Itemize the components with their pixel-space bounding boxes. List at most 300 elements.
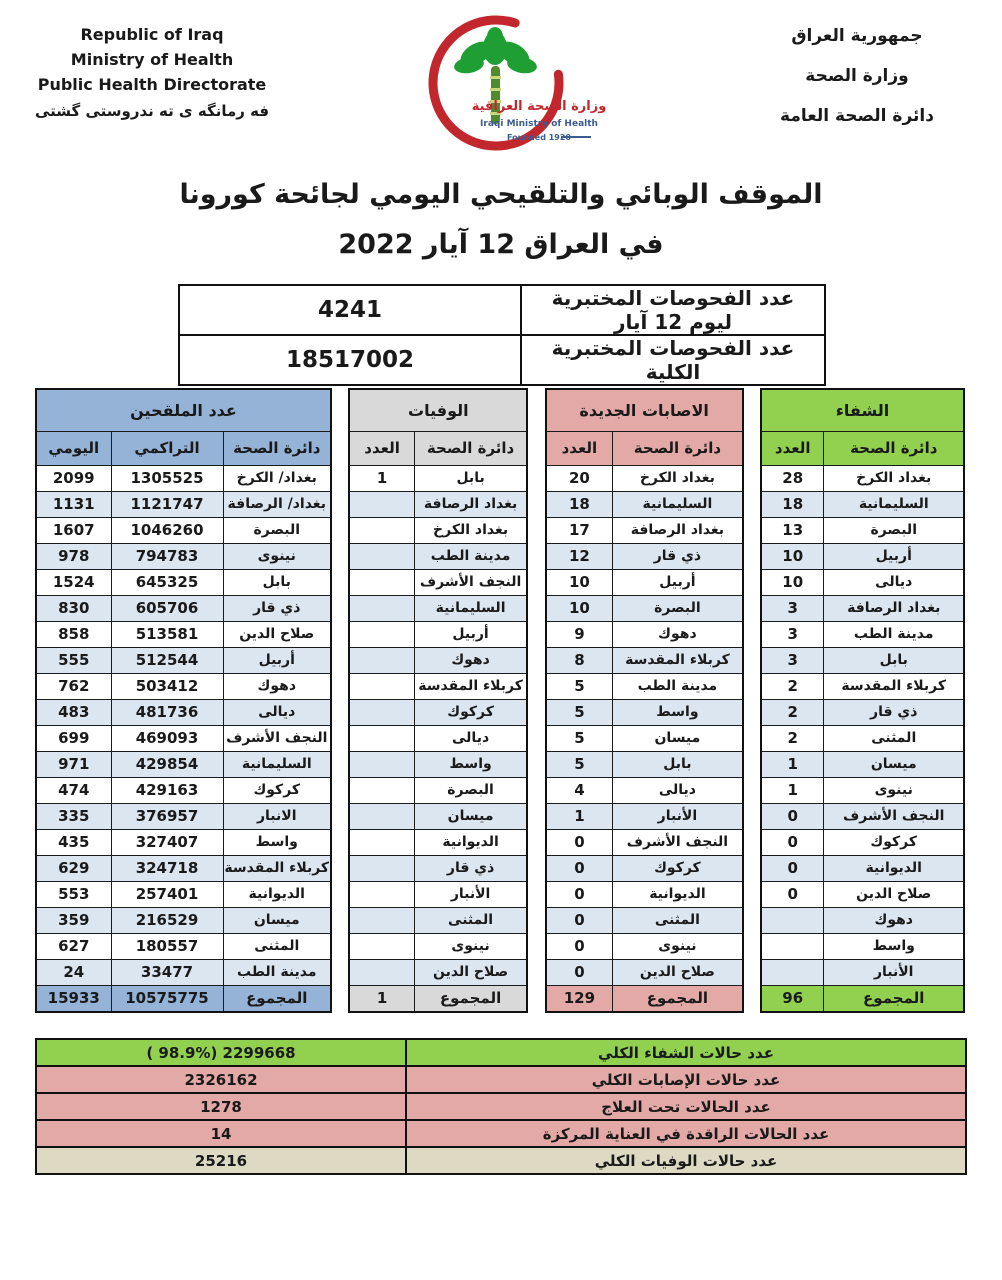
summary-row (36, 1066, 966, 1093)
table-row (546, 517, 743, 543)
recovery-total-name: المجموع (824, 985, 964, 1012)
vaccinated-cumulative-cell: 429854 (111, 751, 223, 777)
table-row (349, 751, 527, 777)
summary-label: عدد الحالات الراقدة في العناية المركزة (406, 1120, 966, 1147)
infections-total-value: 129 (546, 985, 613, 1012)
section-infections (545, 388, 744, 1013)
column-header-value: العدد (546, 431, 613, 465)
deaths-total-name: المجموع (414, 985, 527, 1012)
vaccinated-cumulative-cell: 605706 (111, 595, 223, 621)
ministry-of-health-logo (403, 4, 615, 162)
vaccinated-name-cell: صلاح الدين (223, 621, 331, 647)
vaccinated-cumulative-cell: 1305525 (111, 465, 223, 491)
vaccinated-total-name: المجموع (223, 985, 331, 1012)
deaths-name-cell: كركوك (414, 699, 527, 725)
infections-value-cell: 9 (546, 621, 613, 647)
column-header-daily: اليومي (36, 431, 111, 465)
vaccinated-name-cell: الانبار (223, 803, 331, 829)
recovery-name-cell: أربيل (824, 543, 964, 569)
header-english-line: Republic of Iraq (80, 25, 224, 44)
recovery-value-cell: 1 (761, 777, 824, 803)
deaths-value-cell (349, 517, 414, 543)
total-tests-label: عدد الفحوصات المختبرية الكلية (521, 335, 825, 385)
recovery-name-cell: كربلاء المقدسة (824, 673, 964, 699)
table-row (36, 595, 331, 621)
deaths-value-cell (349, 595, 414, 621)
summary-value: 1278 (36, 1093, 406, 1120)
vaccinated-daily-cell: 335 (36, 803, 111, 829)
vaccinated-daily-cell: 435 (36, 829, 111, 855)
vaccinated-name-cell: بغداد/ الكرخ (223, 465, 331, 491)
table-row (36, 933, 331, 959)
vaccinated-daily-cell: 1524 (36, 569, 111, 595)
recovery-value-cell: 0 (761, 855, 824, 881)
table-row (36, 907, 331, 933)
section-title: الوفيات (349, 389, 527, 431)
deaths-name-cell: كربلاء المقدسة (414, 673, 527, 699)
table-row (349, 647, 527, 673)
recovery-value-cell: 3 (761, 595, 824, 621)
summary-row (36, 1039, 966, 1066)
deaths-value-cell (349, 829, 414, 855)
recovery-value-cell: 2 (761, 725, 824, 751)
column-header-name: دائرة الصحة (824, 431, 964, 465)
table-row (546, 491, 743, 517)
recovery-name-cell: بغداد الرصافة (824, 595, 964, 621)
infections-name-cell: البصرة (613, 595, 743, 621)
table-row (761, 881, 964, 907)
vaccinated-cumulative-cell: 429163 (111, 777, 223, 803)
summary-label: عدد حالات الإصابات الكلي (406, 1066, 966, 1093)
daily-tests-label: عدد الفحوصات المختبرية ليوم 12 آيار (521, 285, 825, 335)
logo-founded-text: Founded 1920 (507, 133, 571, 142)
infections-value-cell: 0 (546, 933, 613, 959)
vaccinated-daily-cell: 699 (36, 725, 111, 751)
infections-name-cell: أربيل (613, 569, 743, 595)
vaccinated-name-cell: مدينة الطب (223, 959, 331, 985)
table-row (349, 855, 527, 881)
infections-name-cell: واسط (613, 699, 743, 725)
deaths-value-cell (349, 621, 414, 647)
header-kurdish-line: فه رمانگه ی ته ندروستی گشتی (34, 102, 270, 120)
recovery-name-cell: نينوى (824, 777, 964, 803)
vaccinated-cumulative-cell: 324718 (111, 855, 223, 881)
table-row (36, 621, 331, 647)
deaths-value-cell (349, 855, 414, 881)
header-arabic-line: جمهورية العراق (791, 26, 923, 46)
table-row (36, 803, 331, 829)
table-row (179, 335, 825, 385)
table-row (36, 569, 331, 595)
recovery-value-cell: 3 (761, 621, 824, 647)
deaths-value-cell (349, 491, 414, 517)
table-row (761, 569, 964, 595)
vaccinated-cumulative-cell: 1046260 (111, 517, 223, 543)
table-row (349, 803, 527, 829)
deaths-name-cell: مدينة الطب (414, 543, 527, 569)
table-row (36, 465, 331, 491)
infections-value-cell: 0 (546, 829, 613, 855)
recovery-value-cell: 10 (761, 569, 824, 595)
table-row (546, 465, 743, 491)
table-row (349, 933, 527, 959)
vaccinated-name-cell: ميسان (223, 907, 331, 933)
deaths-name-cell: البصرة (414, 777, 527, 803)
table-row (761, 621, 964, 647)
infections-value-cell: 0 (546, 855, 613, 881)
table-row (546, 595, 743, 621)
vaccinated-name-cell: الديوانية (223, 881, 331, 907)
infections-value-cell: 17 (546, 517, 613, 543)
table-row (349, 959, 527, 985)
table-row (761, 699, 964, 725)
infections-name-cell: دهوك (613, 621, 743, 647)
infections-value-cell: 12 (546, 543, 613, 569)
infections-name-cell: النجف الأشرف (613, 829, 743, 855)
deaths-value-cell (349, 569, 414, 595)
recovery-value-cell: 0 (761, 803, 824, 829)
section-title: عدد الملقحين (36, 389, 331, 431)
report-title (0, 170, 1002, 270)
summary-table (35, 1038, 967, 1175)
deaths-name-cell: بغداد الكرخ (414, 517, 527, 543)
table-row (546, 673, 743, 699)
recovery-value-cell: 28 (761, 465, 824, 491)
table-row (349, 595, 527, 621)
vaccinated-daily-cell: 553 (36, 881, 111, 907)
column-header-row (36, 431, 331, 465)
vaccinated-name-cell: ذي قار (223, 595, 331, 621)
recovery-name-cell: السليمانية (824, 491, 964, 517)
vaccinated-cumulative-cell: 376957 (111, 803, 223, 829)
vaccinated-name-cell: النجف الأشرف (223, 725, 331, 751)
table-row (761, 517, 964, 543)
table-row (349, 465, 527, 491)
table-row (349, 777, 527, 803)
deaths-name-cell: واسط (414, 751, 527, 777)
table-row (36, 491, 331, 517)
table-row (546, 751, 743, 777)
deaths-value-cell (349, 673, 414, 699)
infections-value-cell: 8 (546, 647, 613, 673)
header-arabic-block (748, 26, 966, 146)
vaccinated-daily-cell: 627 (36, 933, 111, 959)
table-row (36, 699, 331, 725)
table-row (546, 543, 743, 569)
report-title-line1: الموقف الوبائي والتلقيحي اليومي لجائحة كورونا (179, 179, 823, 210)
table-row (761, 777, 964, 803)
daily-tests-value: 4241 (179, 285, 521, 335)
logo-english-text: Iraqi Ministry of Health (480, 119, 598, 129)
table-row (36, 959, 331, 985)
deaths-value-cell (349, 881, 414, 907)
infections-value-cell: 0 (546, 881, 613, 907)
infections-name-cell: ذي قار (613, 543, 743, 569)
vaccinated-daily-cell: 483 (36, 699, 111, 725)
recovery-name-cell: ميسان (824, 751, 964, 777)
table-row (349, 699, 527, 725)
table-row (349, 543, 527, 569)
deaths-value-cell (349, 777, 414, 803)
table-row (761, 803, 964, 829)
vaccinated-daily-cell: 555 (36, 647, 111, 673)
table-row (349, 621, 527, 647)
recovery-name-cell: دهوك (824, 907, 964, 933)
recovery-name-cell: بابل (824, 647, 964, 673)
vaccinated-daily-cell: 762 (36, 673, 111, 699)
infections-value-cell: 1 (546, 803, 613, 829)
infections-name-cell: الديوانية (613, 881, 743, 907)
infections-name-cell: نينوى (613, 933, 743, 959)
section-vaccinated (35, 388, 332, 1013)
summary-label: عدد حالات الوفيات الكلي (406, 1147, 966, 1174)
table-row (761, 647, 964, 673)
summary-label: عدد حالات الشفاء الكلي (406, 1039, 966, 1066)
infections-name-cell: ديالى (613, 777, 743, 803)
header-english-block (24, 22, 280, 124)
column-header-cumulative: التراكمي (111, 431, 223, 465)
section-recovery (760, 388, 965, 1013)
table-row (36, 751, 331, 777)
table-row (179, 285, 825, 335)
table-row (546, 933, 743, 959)
vaccinated-cumulative-cell: 794783 (111, 543, 223, 569)
table-row (546, 621, 743, 647)
table-row (349, 569, 527, 595)
infections-name-cell: مدينة الطب (613, 673, 743, 699)
table-row (36, 725, 331, 751)
infections-name-cell: المثنى (613, 907, 743, 933)
deaths-value-cell (349, 959, 414, 985)
infections-name-cell: كركوك (613, 855, 743, 881)
vaccinated-name-cell: نينوى (223, 543, 331, 569)
vaccinated-total-daily: 15933 (36, 985, 111, 1012)
infections-name-cell: ميسان (613, 725, 743, 751)
infections-name-cell: كربلاء المقدسة (613, 647, 743, 673)
recovery-name-cell: صلاح الدين (824, 881, 964, 907)
recovery-value-cell (761, 959, 824, 985)
column-header-row (761, 431, 964, 465)
deaths-value-cell (349, 699, 414, 725)
total-row (36, 985, 331, 1012)
vaccinated-name-cell: البصرة (223, 517, 331, 543)
vaccinated-name-cell: دهوك (223, 673, 331, 699)
infections-value-cell: 10 (546, 569, 613, 595)
recovery-value-cell (761, 933, 824, 959)
recovery-value-cell: 10 (761, 543, 824, 569)
header-english-line: Public Health Directorate (37, 75, 267, 94)
table-row (546, 959, 743, 985)
recovery-name-cell: البصرة (824, 517, 964, 543)
vaccinated-cumulative-cell: 216529 (111, 907, 223, 933)
recovery-value-cell: 13 (761, 517, 824, 543)
deaths-name-cell: بابل (414, 465, 527, 491)
recovery-name-cell: واسط (824, 933, 964, 959)
table-row (546, 777, 743, 803)
recovery-total-value: 96 (761, 985, 824, 1012)
table-row (546, 699, 743, 725)
column-header-name: دائرة الصحة (613, 431, 743, 465)
main-table (35, 388, 965, 1013)
table-row (36, 647, 331, 673)
deaths-name-cell: السليمانية (414, 595, 527, 621)
infections-total-name: المجموع (613, 985, 743, 1012)
infections-name-cell: بغداد الكرخ (613, 465, 743, 491)
table-row (761, 829, 964, 855)
deaths-name-cell: الديوانية (414, 829, 527, 855)
recovery-value-cell: 0 (761, 881, 824, 907)
section-title-row (36, 389, 331, 431)
total-row (349, 985, 527, 1012)
infections-name-cell: الأنبار (613, 803, 743, 829)
deaths-name-cell: ذي قار (414, 855, 527, 881)
table-row (36, 517, 331, 543)
recovery-name-cell: مدينة الطب (824, 621, 964, 647)
table-row (761, 465, 964, 491)
summary-value: 14 (36, 1120, 406, 1147)
vaccinated-cumulative-cell: 257401 (111, 881, 223, 907)
infections-value-cell: 5 (546, 751, 613, 777)
column-header-row (546, 431, 743, 465)
summary-row (36, 1093, 966, 1120)
table-row (761, 855, 964, 881)
table-row (36, 855, 331, 881)
infections-value-cell: 5 (546, 673, 613, 699)
table-row (761, 595, 964, 621)
vaccinated-cumulative-cell: 512544 (111, 647, 223, 673)
recovery-value-cell: 0 (761, 829, 824, 855)
total-tests-value: 18517002 (179, 335, 521, 385)
vaccinated-name-cell: أربيل (223, 647, 331, 673)
recovery-name-cell: بغداد الكرخ (824, 465, 964, 491)
infections-value-cell: 5 (546, 699, 613, 725)
table-row (761, 491, 964, 517)
table-row (349, 491, 527, 517)
vaccinated-name-cell: السليمانية (223, 751, 331, 777)
deaths-value-cell (349, 803, 414, 829)
table-row (546, 569, 743, 595)
deaths-name-cell: ميسان (414, 803, 527, 829)
deaths-name-cell: النجف الأشرف (414, 569, 527, 595)
vaccinated-name-cell: كركوك (223, 777, 331, 803)
table-row (546, 907, 743, 933)
vaccinated-daily-cell: 474 (36, 777, 111, 803)
table-row (761, 725, 964, 751)
vaccinated-daily-cell: 978 (36, 543, 111, 569)
vaccinated-daily-cell: 971 (36, 751, 111, 777)
infections-value-cell: 0 (546, 959, 613, 985)
recovery-name-cell: الديوانية (824, 855, 964, 881)
deaths-name-cell: بغداد الرصافة (414, 491, 527, 517)
total-row (546, 985, 743, 1012)
recovery-name-cell: الأنبار (824, 959, 964, 985)
infections-value-cell: 5 (546, 725, 613, 751)
deaths-name-cell: دهوك (414, 647, 527, 673)
column-header-row (349, 431, 527, 465)
table-row (546, 881, 743, 907)
table-row (36, 881, 331, 907)
summary-value: 25216 (36, 1147, 406, 1174)
table-row (36, 673, 331, 699)
vaccinated-name-cell: بابل (223, 569, 331, 595)
recovery-value-cell: 2 (761, 673, 824, 699)
vaccinated-name-cell: واسط (223, 829, 331, 855)
header-english-line: Ministry of Health (70, 50, 234, 69)
table-row (349, 881, 527, 907)
section-title-row (349, 389, 527, 431)
table-row (761, 933, 964, 959)
vaccinated-daily-cell: 1131 (36, 491, 111, 517)
table-row (546, 855, 743, 881)
section-deaths (348, 388, 528, 1013)
recovery-name-cell: ديالى (824, 569, 964, 595)
infections-value-cell: 4 (546, 777, 613, 803)
infections-value-cell: 18 (546, 491, 613, 517)
infections-value-cell: 20 (546, 465, 613, 491)
vaccinated-cumulative-cell: 645325 (111, 569, 223, 595)
vaccinated-daily-cell: 629 (36, 855, 111, 881)
table-row (349, 725, 527, 751)
recovery-value-cell (761, 907, 824, 933)
infections-name-cell: بغداد الرصافة (613, 517, 743, 543)
infections-name-cell: صلاح الدين (613, 959, 743, 985)
deaths-name-cell: ديالى (414, 725, 527, 751)
deaths-value-cell (349, 647, 414, 673)
infections-value-cell: 0 (546, 907, 613, 933)
table-row (761, 751, 964, 777)
section-title: الشفاء (761, 389, 964, 431)
deaths-value-cell: 1 (349, 465, 414, 491)
vaccinated-cumulative-cell: 469093 (111, 725, 223, 751)
deaths-total-value: 1 (349, 985, 414, 1012)
total-row (761, 985, 964, 1012)
infections-value-cell: 10 (546, 595, 613, 621)
column-header-name: دائرة الصحة (223, 431, 331, 465)
deaths-value-cell (349, 725, 414, 751)
table-row (761, 959, 964, 985)
vaccinated-total-cumulative: 10575775 (111, 985, 223, 1012)
vaccinated-daily-cell: 24 (36, 959, 111, 985)
vaccinated-cumulative-cell: 33477 (111, 959, 223, 985)
vaccinated-cumulative-cell: 1121747 (111, 491, 223, 517)
recovery-name-cell: النجف الأشرف (824, 803, 964, 829)
table-row (546, 725, 743, 751)
deaths-name-cell: أربيل (414, 621, 527, 647)
table-row (349, 673, 527, 699)
table-row (349, 829, 527, 855)
deaths-value-cell (349, 543, 414, 569)
vaccinated-cumulative-cell: 481736 (111, 699, 223, 725)
summary-value: ( 98.9%) 2299668 (36, 1039, 406, 1066)
recovery-value-cell: 18 (761, 491, 824, 517)
deaths-value-cell (349, 907, 414, 933)
column-header-name: دائرة الصحة (414, 431, 527, 465)
table-row (349, 517, 527, 543)
deaths-name-cell: الأنبار (414, 881, 527, 907)
table-row (36, 829, 331, 855)
recovery-value-cell: 1 (761, 751, 824, 777)
infections-name-cell: بابل (613, 751, 743, 777)
table-row (761, 907, 964, 933)
vaccinated-name-cell: المثنى (223, 933, 331, 959)
table-row (546, 803, 743, 829)
vaccinated-name-cell: ديالى (223, 699, 331, 725)
table-row (761, 543, 964, 569)
table-row (761, 673, 964, 699)
vaccinated-name-cell: بغداد/ الرصافة (223, 491, 331, 517)
table-row (546, 829, 743, 855)
table-row (349, 907, 527, 933)
